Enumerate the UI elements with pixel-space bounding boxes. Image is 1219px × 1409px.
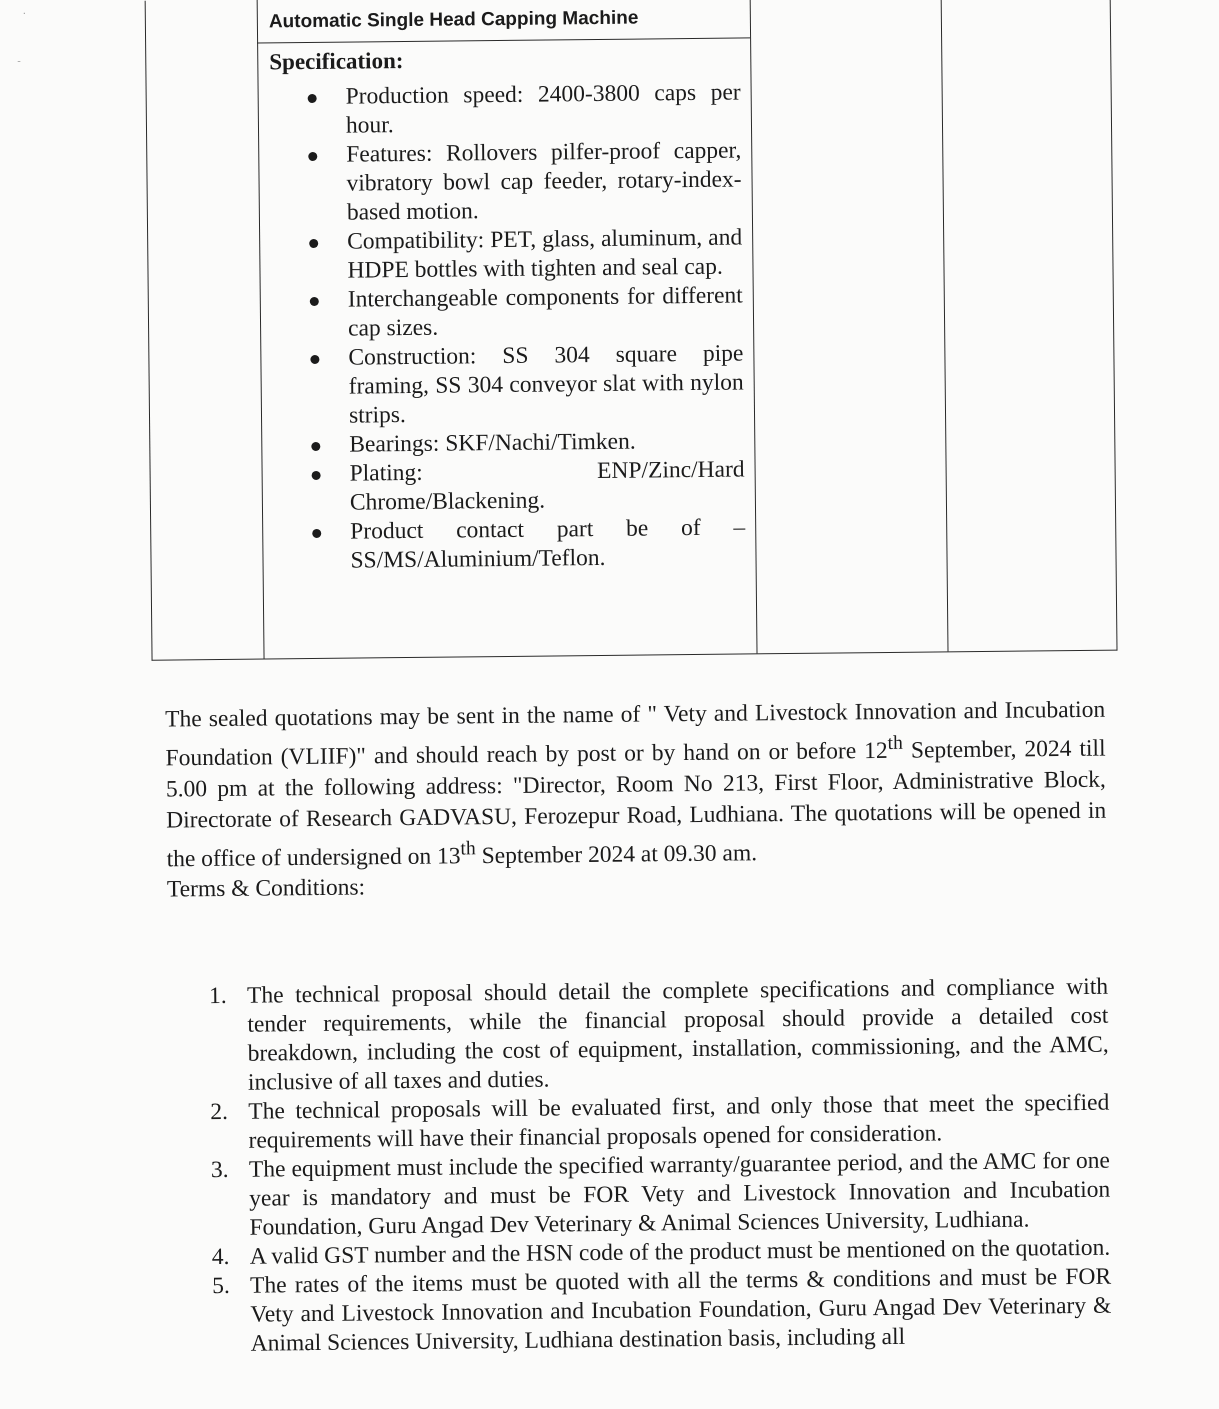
spec-item-text: Product contact part be of – SS/MS/Aluminium/Teflon. xyxy=(350,514,746,574)
bullet-icon xyxy=(308,94,317,103)
spec-item-text: Plating: ENP/Zinc/Hard Chrome/Blackening. xyxy=(349,456,745,516)
ordinal-suffix: th xyxy=(460,838,476,860)
paragraph-text: September 2024 at 09.30 am. xyxy=(475,840,758,869)
terms-item xyxy=(204,1089,1110,1156)
item-title: Automatic Single Head Capping Machine xyxy=(257,0,750,44)
paragraph-text: The sealed quotations may be sent in the name of " Vety and Livestock Innovation and Incubation Foundation (VLIIF)" and should reach by post or by hand on or before 12 xyxy=(165,696,1106,772)
terms-item xyxy=(203,973,1109,1098)
spec-item xyxy=(306,281,744,344)
spec-item xyxy=(306,339,744,431)
specification-list xyxy=(304,78,746,576)
terms-item-text: The technical proposals will be evaluated first, and only those that meet the specified requirements will have their financial proposals opened for consideration. xyxy=(248,1089,1110,1154)
terms-list xyxy=(203,973,1112,1359)
spec-item-text: Production speed: 2400-3800 caps per hour. xyxy=(345,79,741,139)
submission-paragraph xyxy=(165,695,1107,875)
terms-item-text: A valid GST number and the HSN code of the product must be mentioned on the quotation. xyxy=(249,1234,1111,1270)
spec-item xyxy=(308,513,746,576)
terms-item-text: The rates of the items must be quoted with all the terms & conditions and must be FOR Vety and Livestock Innovation and Incubation Foundation, Guru Angad Dev Veterinary & Animal Sciences University, Ludhiana destination basis, including all xyxy=(249,1263,1112,1357)
scan-speck: - xyxy=(17,56,21,68)
paragraph-text: September, 2024 till 5.00 pm at the following address: "Director, Room No 213, First Floor, Administrative Block, Directorate of Research GADVASU, Ferozepur Road, Ludhiana. The quotations will be opened in the office of undersigned on 13 xyxy=(165,735,1107,873)
item-description-cell xyxy=(257,0,757,659)
terms-heading: Terms & Conditions: xyxy=(166,874,366,903)
terms-item xyxy=(206,1263,1112,1359)
specification-heading: Specification: xyxy=(269,48,404,75)
terms-item-number: 2. xyxy=(210,1098,229,1126)
spec-item xyxy=(305,223,743,286)
bullet-icon xyxy=(312,529,321,538)
terms-item-text: The equipment must include the specified warranty/guarantee period, and the AMC for one year is mandatory and must be FOR Vety and Livestock Innovation and Incubation Foundation, Guru Angad Dev Veterinary & Animal Sciences University, Ludhiana. xyxy=(248,1147,1111,1241)
spec-table xyxy=(145,0,1118,661)
terms-item-number: 3. xyxy=(210,1156,229,1184)
spec-item xyxy=(304,136,742,228)
table-column-divider xyxy=(941,0,949,651)
ordinal-suffix: th xyxy=(887,732,903,754)
terms-item xyxy=(205,1147,1111,1243)
spec-item-text: Bearings: SKF/Nachi/Timken. xyxy=(349,428,636,458)
spec-item-text: Compatibility: PET, glass, aluminum, and HDPE bottles with tighten and seal cap. xyxy=(347,224,743,284)
bullet-icon xyxy=(311,442,320,451)
bullet-icon xyxy=(310,355,319,364)
spec-item-text: Construction: SS 304 square pipe framing, SS 304 conveyor slat with nylon strips. xyxy=(348,340,744,429)
spec-item xyxy=(304,78,742,141)
terms-item-number: 1. xyxy=(208,982,227,1010)
terms-item-text: The technical proposal should detail the complete specifications and compliance with tender requirements, while the financial proposal should provide a detailed cost breakdown, including the cost of equipment, installation, commissioning, and the AMC, inclusive of all taxes and duties. xyxy=(246,973,1109,1096)
terms-item-number: 5. xyxy=(211,1272,230,1300)
bullet-icon xyxy=(310,297,319,306)
spec-item-text: Interchangeable components for different cap sizes. xyxy=(347,282,743,342)
spec-item xyxy=(307,455,745,518)
terms-item-number: 4. xyxy=(211,1243,230,1271)
spec-item-text: Features: Rollovers pilfer-proof capper, vibratory bowl cap feeder, rotary-index-based motion. xyxy=(346,137,742,226)
spec-item xyxy=(307,426,744,460)
bullet-icon xyxy=(312,471,321,480)
bullet-icon xyxy=(308,152,317,161)
scan-speck: . xyxy=(22,5,27,18)
bullet-icon xyxy=(309,239,318,248)
